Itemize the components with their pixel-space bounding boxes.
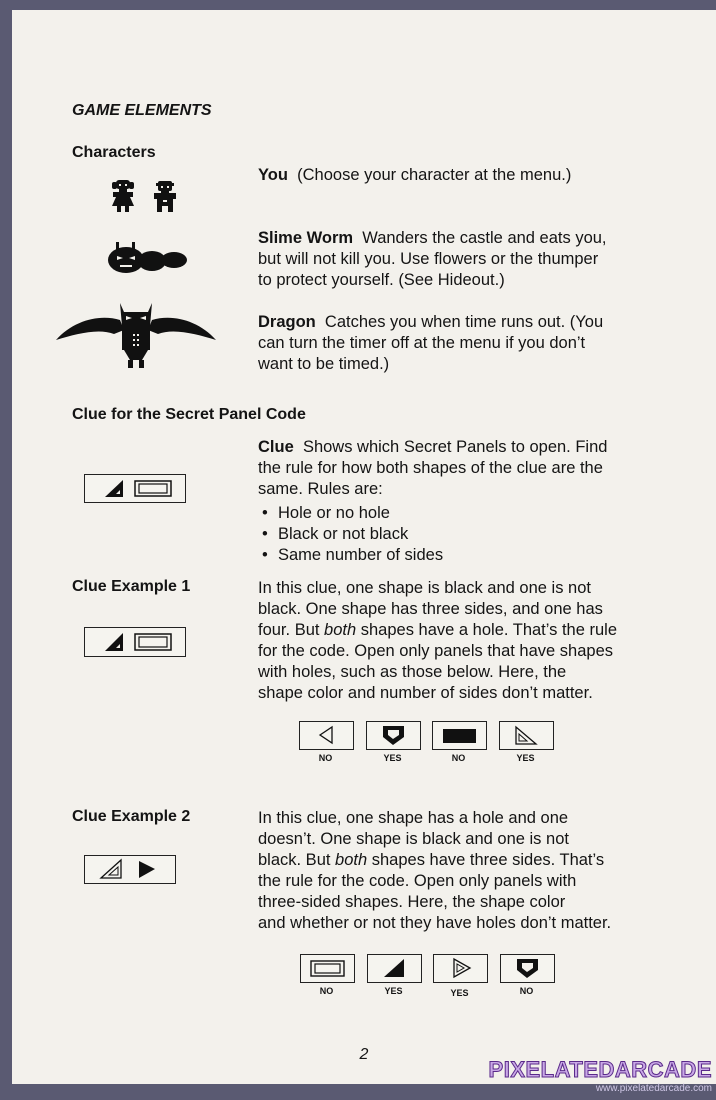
rule-item: • Black or not black — [262, 525, 409, 543]
example1-clue-panel — [84, 627, 186, 657]
example2-option-4 — [500, 954, 555, 983]
black-triangle-icon — [368, 955, 421, 982]
clue-label: Clue — [258, 438, 294, 456]
you-description: You (Choose your character at the menu.) — [258, 166, 572, 184]
example1-clue-shapes-icon — [85, 628, 185, 656]
example1-option-1 — [299, 721, 354, 750]
example1-option-2 — [366, 721, 421, 750]
example2-answer-3: YES — [450, 988, 469, 998]
play-triangle-with-hole-icon — [434, 955, 487, 982]
watermark-logo: PIXELATEDARCADE — [488, 1057, 712, 1082]
black-shield-with-hole-icon — [501, 955, 554, 982]
example1-answer-2: YES — [383, 753, 402, 763]
clue-panel — [84, 474, 186, 503]
black-shield-with-hole-icon — [367, 722, 420, 749]
rectangle-with-hole-icon — [301, 955, 354, 982]
clue-shapes-icon — [85, 475, 185, 502]
rule-item: • Hole or no hole — [262, 504, 390, 522]
black-rectangle-icon — [433, 722, 486, 749]
player-characters-icon — [108, 178, 188, 216]
characters-heading: Characters — [72, 144, 156, 161]
example2-option-2 — [367, 954, 422, 983]
example2-clue-panel — [84, 855, 176, 884]
section-heading: GAME ELEMENTS — [72, 102, 212, 119]
example2-clue-shapes-icon — [85, 856, 175, 883]
dragon-description: Dragon Catches you when time runs out. (You can turn the timer off at the menu if you don’t want to be timed.) — [258, 313, 604, 373]
slime-worm-label: Slime Worm — [258, 229, 354, 247]
example1-option-3 — [432, 721, 487, 750]
example1-option-4 — [499, 721, 554, 750]
triangle-with-hole-icon — [500, 722, 553, 749]
dragon-icon — [54, 300, 218, 370]
triangle-outline-icon — [300, 722, 353, 749]
example2-heading: Clue Example 2 — [72, 808, 191, 825]
example2-answer-4: NO — [519, 986, 534, 996]
clue-description: Clue Shows which Secret Panels to open. Find the rule for how both shapes of the clue are the same. Rules are: — [258, 438, 608, 498]
example1-heading: Clue Example 1 — [72, 578, 191, 595]
example2-description: In this clue, one shape has a hole and one doesn’t. One shape is black and one is not black. But both shapes have three sides. That’s the rule for the code. Open only panels with three-sided shapes. Here, the shape color and whether or not they have holes don’t matter. — [258, 809, 612, 932]
slime-worm-description: Slime Worm Wanders the castle and eats you, but will not kill you. Use flowers or the thumper to protect yourself. (See Hideout.) — [258, 229, 607, 289]
example1-description: In this clue, one shape is black and one is not black. One shape has three sides, and one has four. But both shapes have a hole. That’s the rule for the code. Open only panels that have shapes with holes, such as those below. Here, the shape color and number of sides don’t matter. — [258, 579, 617, 702]
watermark — [489, 1057, 712, 1094]
example2-option-3 — [433, 954, 488, 983]
example2-answer-2: YES — [384, 986, 403, 996]
watermark-url: www.pixelatedarcade.com — [595, 1083, 712, 1094]
example2-answer-1: NO — [319, 986, 334, 996]
dragon-label: Dragon — [258, 313, 316, 331]
example2-option-1 — [300, 954, 355, 983]
rule-item: • Same number of sides — [262, 546, 444, 564]
example1-answer-3: NO — [451, 753, 466, 763]
example1-answer-4: YES — [516, 753, 535, 763]
page-number: 2 — [359, 1046, 369, 1063]
slime-worm-icon — [106, 240, 190, 276]
example1-answer-1: NO — [318, 753, 333, 763]
you-label: You — [258, 166, 288, 184]
manual-page — [12, 10, 716, 1084]
clue-heading: Clue for the Secret Panel Code — [72, 406, 306, 423]
